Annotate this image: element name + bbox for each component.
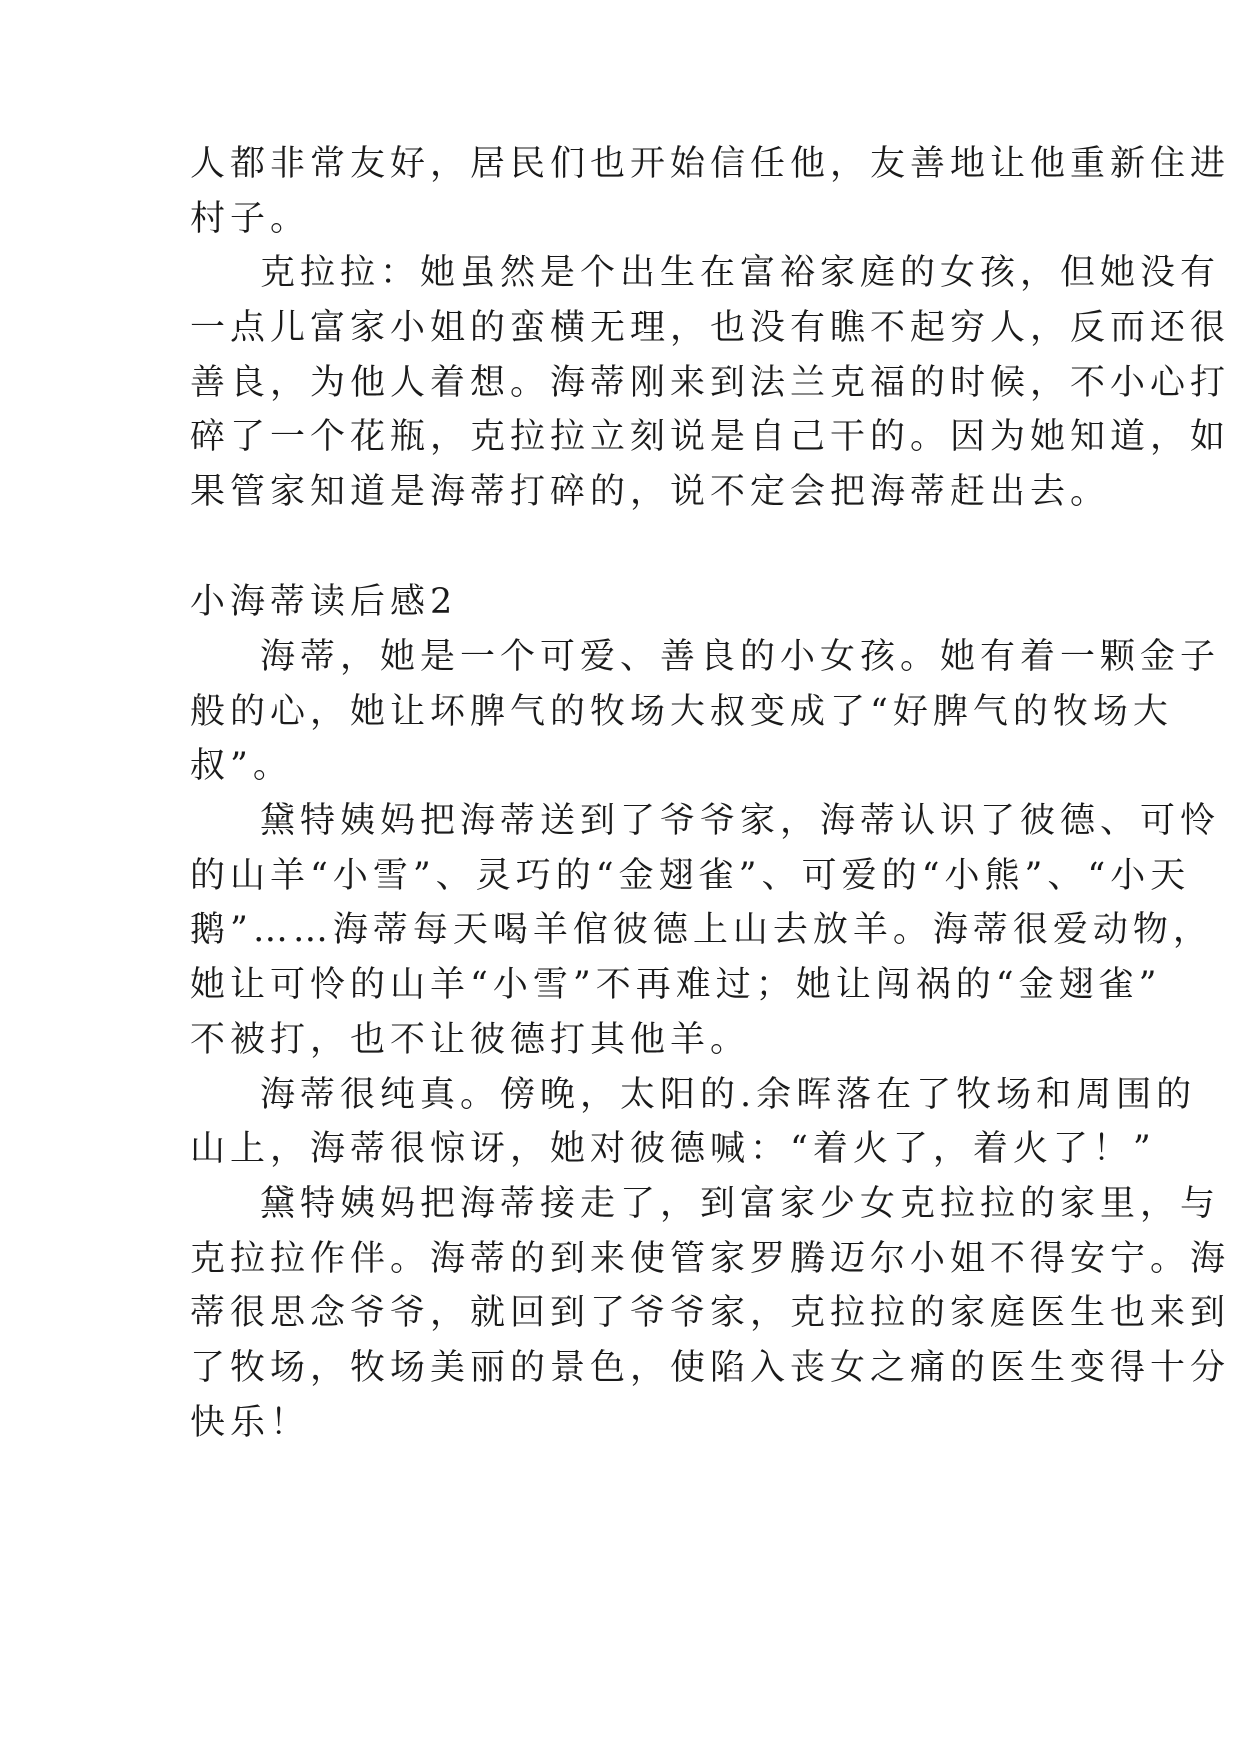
text-line: 不被打，也不让彼德打其他羊。: [190, 1020, 751, 1060]
text-line: 克拉拉作伴。海蒂的到来使管家罗腾迈尔小姐不得安宁。海: [190, 1239, 1231, 1279]
text-line: 善良，为他人着想。海蒂刚来到法兰克福的时候，不小心打: [190, 363, 1231, 403]
paragraph-start: 海蒂，她是一个可爱、善良的小女孩。她有着一颗金子: [260, 637, 1221, 677]
text-line: 人都非常友好，居民们也开始信任他，友善地让他重新住进: [190, 144, 1231, 184]
text-line: 蒂很思念爷爷，就回到了爷爷家，克拉拉的家庭医生也来到: [190, 1293, 1231, 1333]
text-line: 村子。: [190, 199, 311, 239]
text-line: 山上，海蒂很惊讶，她对彼德喊：“着火了，着火了！”: [190, 1129, 1156, 1169]
text-line: 般的心，她让坏脾气的牧场大叔变成了“好脾气的牧场大: [190, 692, 1173, 732]
text-line: 碎了一个花瓶，克拉拉立刻说是自己干的。因为她知道，如: [190, 417, 1231, 457]
text-line: 了牧场，牧场美丽的景色，使陷入丧女之痛的医生变得十分: [190, 1348, 1231, 1388]
text-line: 快乐！: [190, 1403, 311, 1443]
section-title: 小海蒂读后感2: [190, 582, 458, 622]
paragraph-start: 黛特姨妈把海蒂接走了，到富家少女克拉拉的家里，与: [260, 1184, 1221, 1224]
paragraph-start: 克拉拉：她虽然是个出生在富裕家庭的女孩，但她没有: [260, 253, 1221, 293]
text-line: 叔”。: [190, 746, 293, 786]
text-line: 一点儿富家小姐的蛮横无理，也没有瞧不起穷人，反而还很: [190, 308, 1231, 348]
text-line: 的山羊“小雪”、灵巧的“金翅雀”、可爱的“小熊”、“小天: [190, 856, 1191, 896]
text-line: 果管家知道是海蒂打碎的，说不定会把海蒂赶出去。: [190, 472, 1111, 512]
text-line: 鹅”……海蒂每天喝羊倌彼德上山去放羊。海蒂很爱动物，: [190, 910, 1213, 950]
text-line: 她让可怜的山羊“小雪”不再难过；她让闯祸的“金翅雀”: [190, 965, 1162, 1005]
paragraph-start: 海蒂很纯真。傍晚，太阳的.余晖落在了牧场和周围的: [260, 1075, 1197, 1115]
paragraph-start: 黛特姨妈把海蒂送到了爷爷家，海蒂认识了彼德、可怜: [260, 801, 1221, 841]
